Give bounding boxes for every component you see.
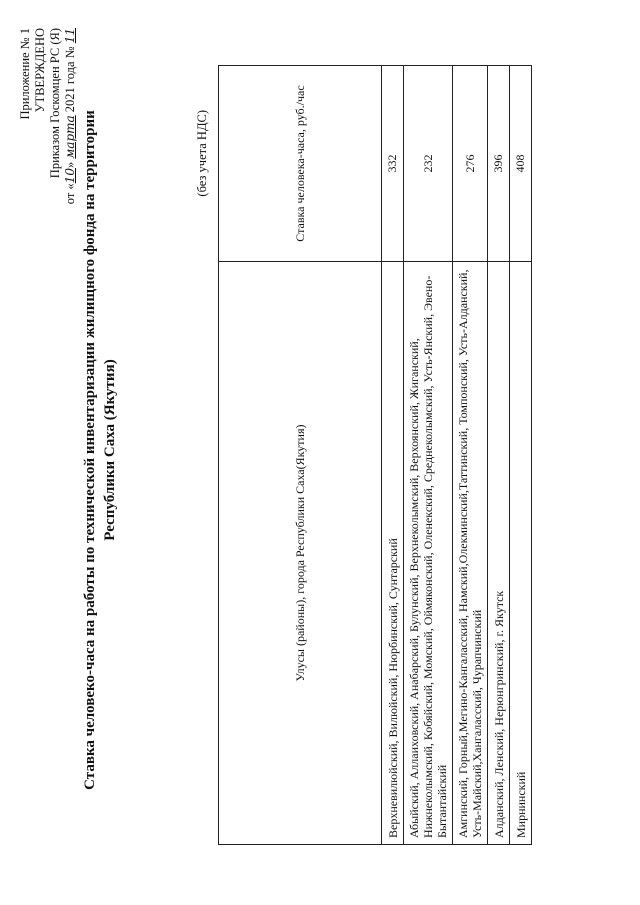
vat-note: (без учета НДС) — [195, 110, 209, 197]
order-date — [63, 28, 78, 204]
header-rate: Ставка человека-часа, руб./час — [219, 66, 382, 262]
row-districts: Мирнинский — [510, 262, 532, 845]
date-day: 10 — [63, 168, 77, 184]
table-row — [510, 66, 532, 845]
row-rate: 276 — [453, 66, 488, 262]
document-title: Ставка человеко-часа на работы по технической инвентаризации жилищного фонда на территории Республики Саха (Якутия) — [82, 110, 118, 790]
row-districts: Амгинский, Горный,Мегино-Кангаласский, Намский,Олекминский,Таттинский, Томпонский, Усть-Алданский, Усть-Майский,Хангаласский, Чурапчинский — [453, 262, 488, 845]
row-districts: Алданский, Ленский, Нерюнгринский, г. Якутск — [488, 262, 510, 845]
header-districts: Улусы (районы), города Республики Саха(Якутия) — [219, 262, 382, 845]
appendix-label: Приложение № 1 — [18, 28, 32, 120]
row-rate: 232 — [404, 66, 453, 262]
table-row — [453, 66, 488, 845]
table-row — [404, 66, 453, 845]
date-number: 11 — [63, 28, 77, 44]
row-districts: Абыйский, Аллаиховский, Анабарский, Булунский, Верхнеколымский, Верхоянский, Жиганский, Нижнеколымский, Кобяйский, Момский, Оймяконский, Оленекский, Среднеколымский, Усть-Янский, Эвено-Бытантайский — [404, 262, 453, 845]
row-districts: Верхневилюйский, Вилюйский, Нюрбинский, Сунтарский — [382, 262, 404, 845]
order-label: Приказом Госкомцен РС (Я) — [48, 28, 62, 179]
row-rate: 408 — [510, 66, 532, 262]
rates-table — [218, 65, 532, 845]
approval-stamp — [18, 28, 78, 204]
table-header-row — [219, 66, 382, 845]
approved-label: УТВЕРЖДЕНО — [33, 28, 47, 113]
date-prefix: от « — [63, 183, 77, 205]
date-month: марта — [63, 115, 77, 159]
date-mid: » — [63, 161, 77, 169]
table-row — [488, 66, 510, 845]
table-row — [382, 66, 404, 845]
date-year: 2021 года № — [63, 46, 77, 113]
row-rate: 396 — [488, 66, 510, 262]
row-rate: 332 — [382, 66, 404, 262]
